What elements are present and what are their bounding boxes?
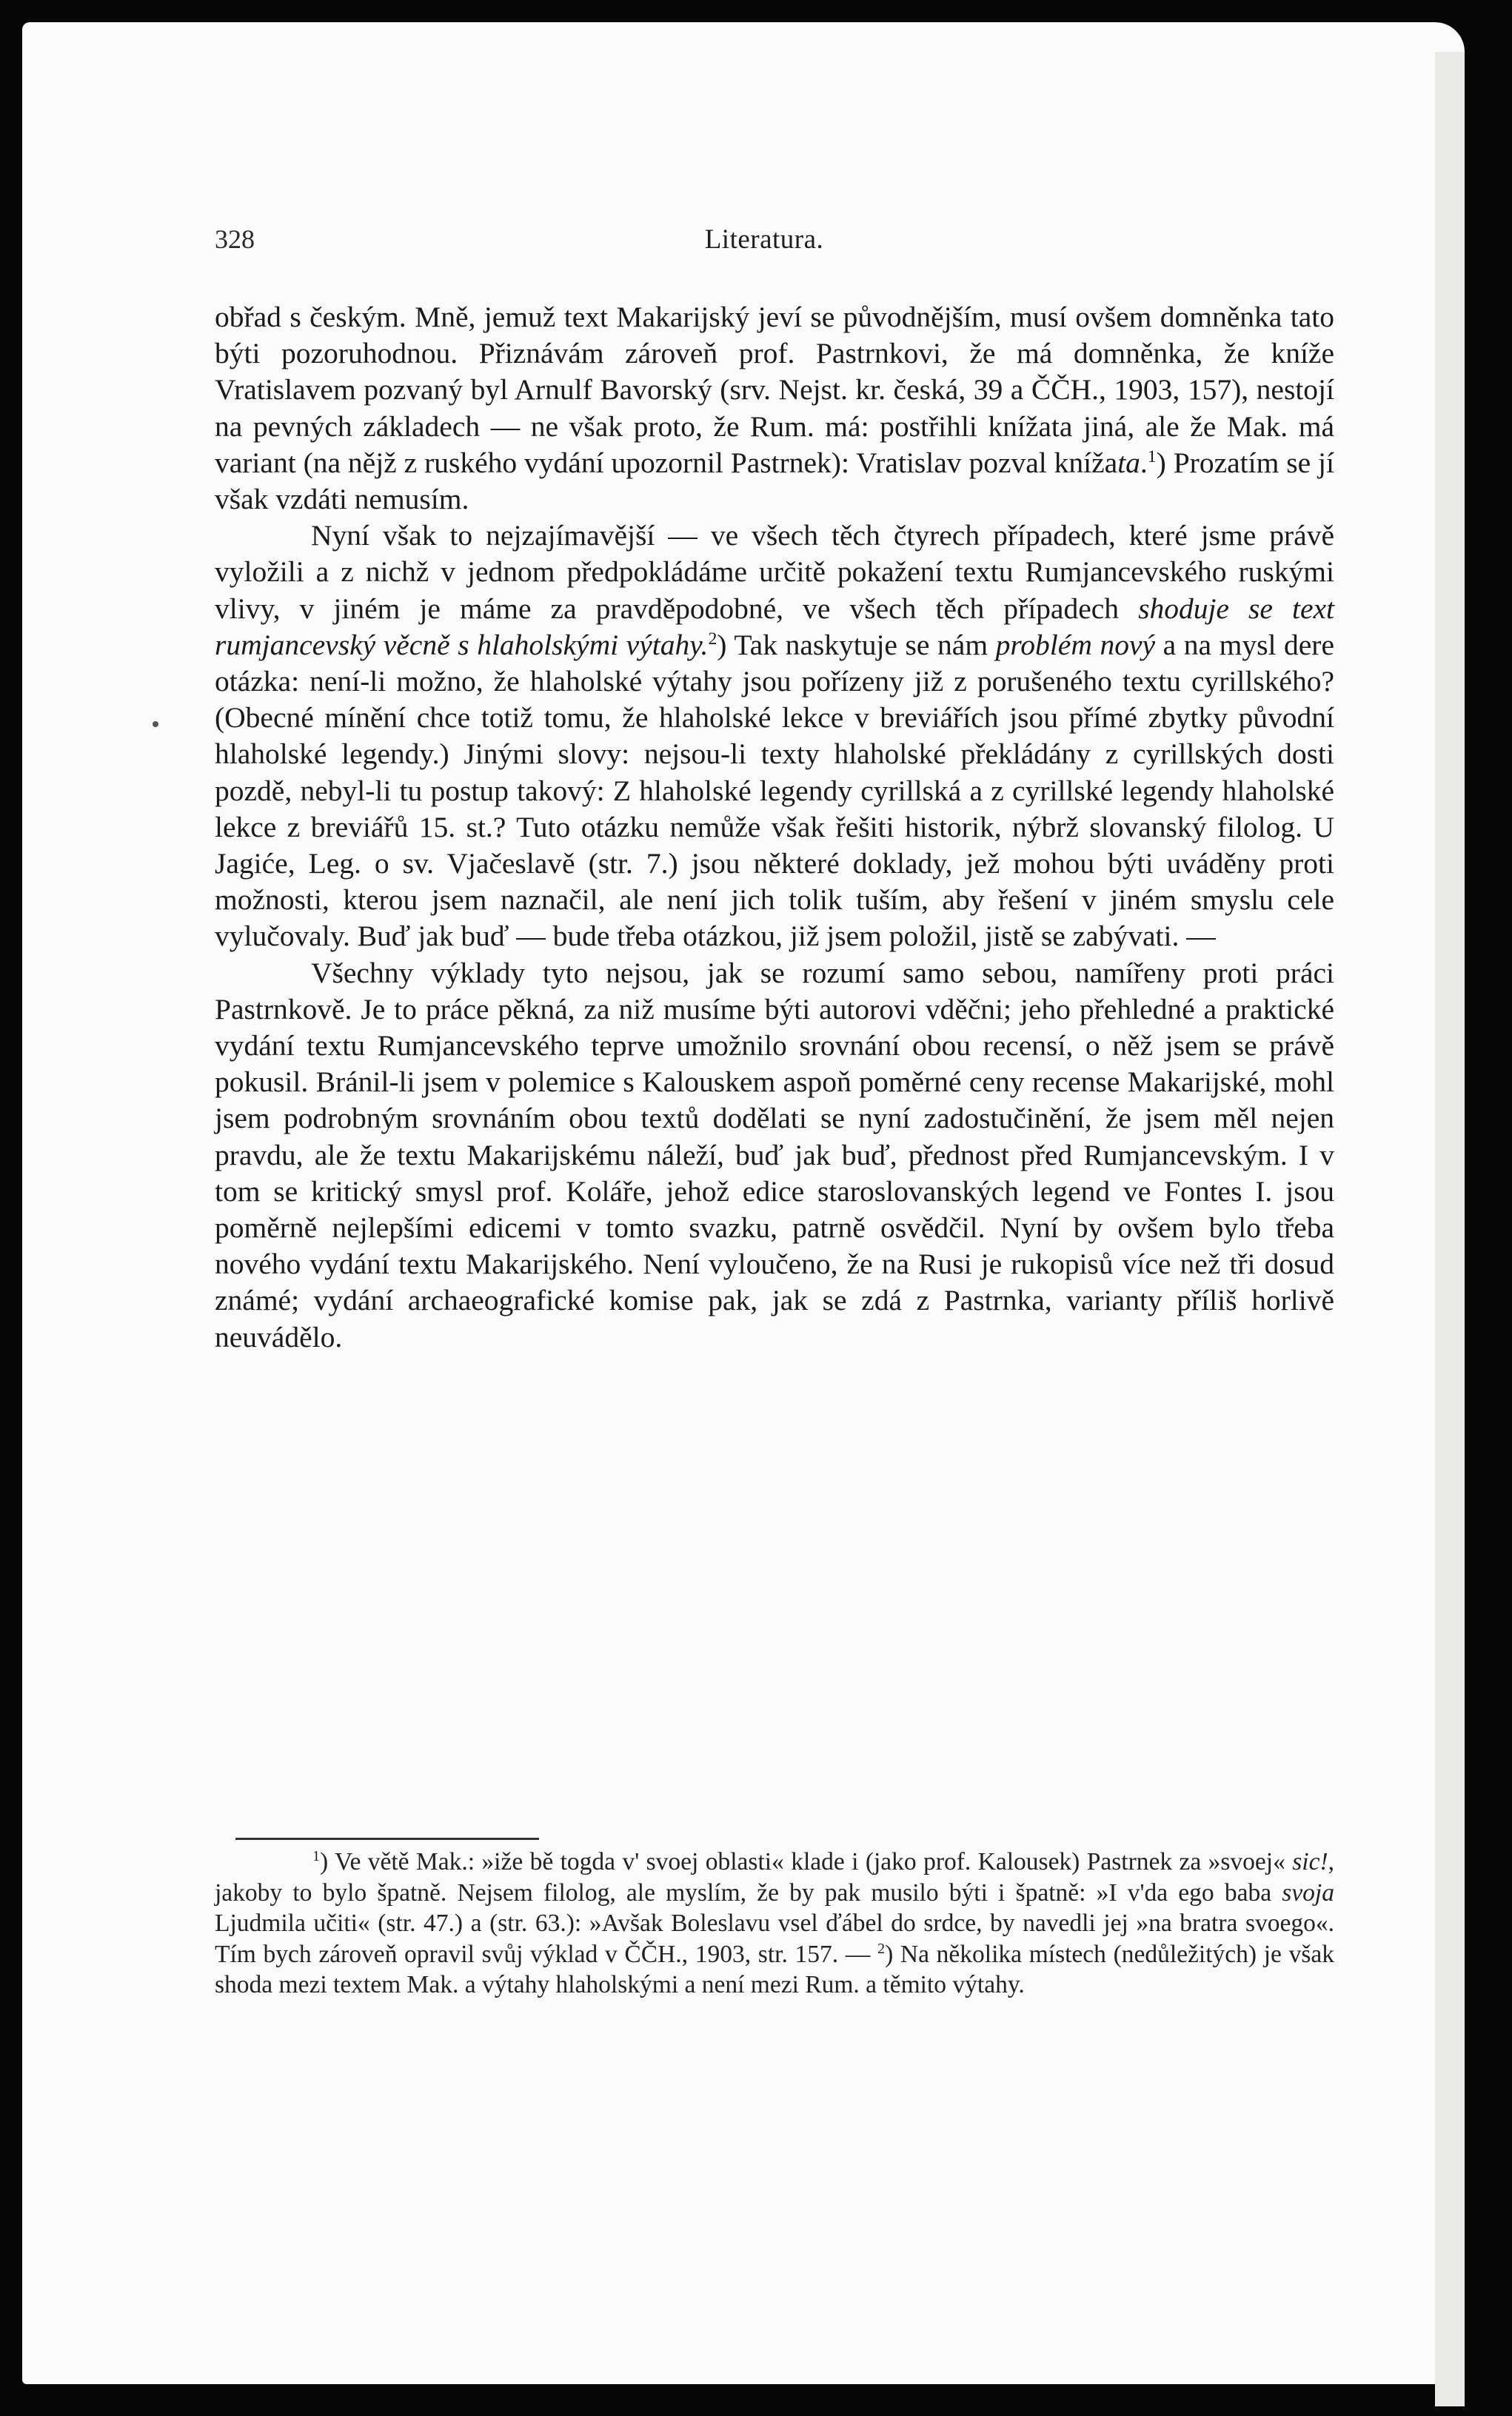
- paragraph-3: [215, 955, 1334, 1356]
- page-edge: [1435, 52, 1465, 2406]
- text-run: Ljudmila učiti« (str. 47.) a (str. 63.): »Avšak Boleslavu vsel ďábel do srdce, by navedli jej »na bratra svoego«. Tím bych zároveň opravil svůj výklad v ČČH., 1903, str. 157. —: [215, 1910, 1334, 1968]
- paragraph-2: [215, 518, 1334, 954]
- italic-run: sic!: [1292, 1848, 1328, 1875]
- italic-run: shoduje se text rumjancevský věcně s hlaholskými výtahy.: [215, 592, 1334, 661]
- text-run: , jakoby to bylo špatně. Nejsem filolog, ale myslím, že by pak musilo býti i špatně: »I v'da ego baba: [215, 1848, 1334, 1907]
- page-number: 328: [215, 224, 255, 254]
- italic-run: ta: [1117, 446, 1140, 479]
- footnotes: [215, 1847, 1334, 2001]
- text-run: ) Na několika místech (nedůležitých) je však shoda mezi textem Mak. a výtahy hlaholskými a není mezi Rum. a těmito výtahy.: [215, 1940, 1335, 1999]
- footnote-marker: 1: [1147, 446, 1157, 466]
- footnote-marker: 2: [708, 629, 717, 649]
- running-title: Literatura.: [704, 224, 824, 255]
- footnote-rule: [235, 1838, 539, 1840]
- text-run: ) Ve větě Mak.: »iže bě togda v' svoej oblasti« klade i (jako prof. Kalousek) Pastrnek za »svoej«: [320, 1848, 1293, 1875]
- text-run: .: [1140, 446, 1148, 479]
- italic-run: svoja: [1282, 1878, 1334, 1907]
- italic-run: problém nový: [995, 628, 1156, 661]
- page-header: [194, 224, 1334, 261]
- text-run: a na mysl dere otázka: není-li možno, že hlaholské výtahy jsou pořízeny již z porušeného textu cyrillského? (Obecné mínění chce totiž tomu, že hlaholské lekce v breviářích jsou přímé zbytky původní hlaholské legendy.) Jinými slovy: nejsou-li texty hlaholské překládány z cyrillských dosti pozdě, nebyl-li tu postup takový: Z hlaholské legendy cyrillská a z cyrillské legendy hlaholské lekce z breviářů 15. st.? Tuto otázku nemůže však řešiti historik, nýbrž slovanský filolog. U Jagiće, Leg. o sv. Vjačeslavě (str. 7.) jsou některé doklady, jež mohou býti uváděny proti možnosti, kterou jsem naznačil, ale není jich tolik tuším, aby řešení v jiném smyslu cele vylučovaly. Buď jak buď — bude třeba otázkou, již jsem položil, jistě se zabývati. —: [215, 628, 1334, 953]
- text-run: Všechny výklady tyto nejsou, jak se rozumí samo sebou, namířeny proti práci Pastrnkově. Je to práce pěkná, za niž musíme býti autorovi vděčni; jeho přehledné a praktické vydání textu Rumjancevského teprve umožnilo srovnání obou recensí, o něž jsem se právě pokusil. Bránil-li jsem v polemice s Kalouskem aspoň poměrné ceny recense Makarijské, mohl jsem podrobným srovnáním obou textů dodělati se nyní zadostučinění, že jsem měl nejen pravdu, ale že textu Makarijskému náleží, buď jak buď, přednost před Rumjancevským. I v tom se kritický smysl prof. Koláře, jehož edice staroslovanských legend ve Fontes I. jsou poměrně nejlepšími edicemi v tomto svazku, patrně osvědčil. Nyní by ovšem bylo třeba nového vydání textu Makarijského. Není vyloučeno, že na Rusi je rukopisů více než tři dosud známé; vydání archaeografické komise pak, jak se zdá z Pastrnka, varianty příliš horlivě neuvádělo.: [215, 956, 1334, 1353]
- footnote-marker: 2: [877, 1940, 886, 1957]
- main-text: [215, 299, 1334, 1356]
- footnote-marker: 1: [312, 1847, 321, 1864]
- text-run: ) Tak naskytuje se nám: [717, 628, 996, 661]
- text-run: Nyní však to nejzajímavější — ve všech těch čtyrech případech, které jsme právě vyložili a z nichž v jednom předpokládáme určitě pokažení textu Rumjancevského ruskými vlivy, v jiném je máme za pravděpodobné, ve všech těch případech: [215, 519, 1334, 625]
- margin-mark: [153, 721, 158, 727]
- paragraph-1: [215, 299, 1334, 518]
- footnote-text: [215, 1847, 1334, 2001]
- text-run: ) Prozatím se jí však vzdáti nemusím.: [215, 446, 1334, 516]
- text-run: obřad s českým. Mně, jemuž text Makarijský jeví se původnějším, musí ovšem domněnka tato býti pozoruhodnou. Přiznávám zároveň prof. Pastrnkovi, že má domněnka, že kníže Vratislavem pozvaný byl Arnulf Bavorský (srv. Nejst. kr. česká, 39 a ČČH., 1903, 157), nestojí na pevných základech — ne však proto, že Rum. má: postřihli knížata jiná, ale že Mak. má variant (na nějž z ruského vydání upozornil Pastrnek): Vratislav pozval kníža: [215, 301, 1334, 479]
